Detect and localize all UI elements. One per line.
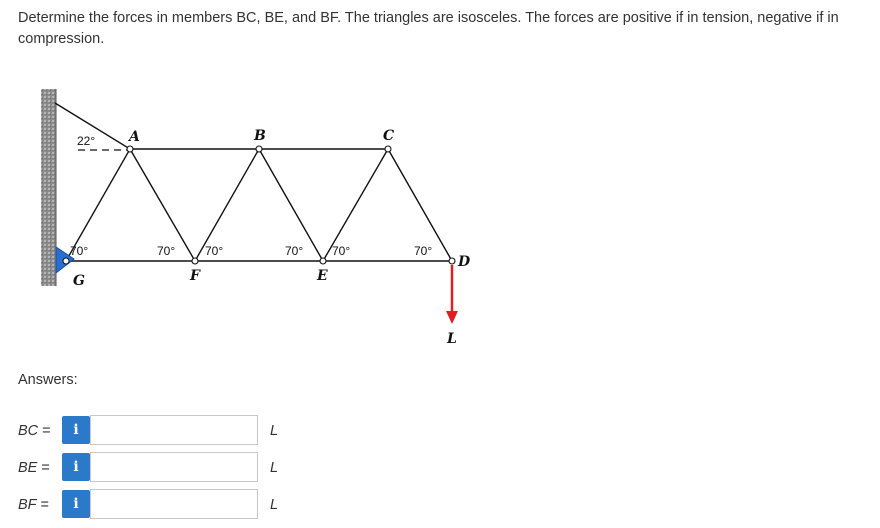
angle-f-left: 70°	[157, 244, 176, 258]
info-icon[interactable]: i	[62, 490, 90, 518]
angle-f-right: 70°	[205, 244, 224, 258]
answer-input-bf[interactable]	[90, 489, 258, 519]
joint-a	[127, 146, 133, 152]
answer-unit: L	[270, 423, 279, 439]
answers-heading: Answers:	[18, 372, 78, 388]
answer-label: BC =	[18, 423, 51, 439]
label-b: B	[254, 128, 266, 144]
answer-unit: L	[270, 460, 279, 476]
angle-d: 70°	[414, 244, 433, 258]
label-f: F	[190, 268, 200, 284]
label-load: L	[447, 331, 457, 347]
angle-e-left: 70°	[285, 244, 304, 258]
angle-g: 70°	[70, 244, 89, 258]
answer-unit: L	[270, 497, 279, 513]
label-a: A	[129, 129, 140, 145]
label-e: E	[317, 268, 328, 284]
angle-a: 22°	[77, 134, 96, 148]
joint-d	[449, 258, 455, 264]
answer-label: BE =	[18, 460, 50, 476]
label-c: C	[383, 128, 395, 144]
joint-e	[320, 258, 326, 264]
answer-label: BF =	[18, 497, 50, 513]
info-icon[interactable]: i	[62, 416, 90, 444]
joint-f	[192, 258, 198, 264]
wall	[41, 89, 56, 286]
info-icon[interactable]: i	[62, 453, 90, 481]
joint-c	[385, 146, 391, 152]
answer-input-be[interactable]	[90, 452, 258, 482]
question-text: Determine the forces in members BC, BE, and BF. The triangles are isosceles. The forces are positive if in tension, negative if in compression.	[18, 10, 839, 47]
label-d: D	[458, 254, 471, 270]
answer-input-bc[interactable]	[90, 415, 258, 445]
angle-e-right: 70°	[332, 244, 351, 258]
label-g: G	[73, 273, 85, 289]
joint-b	[256, 146, 262, 152]
